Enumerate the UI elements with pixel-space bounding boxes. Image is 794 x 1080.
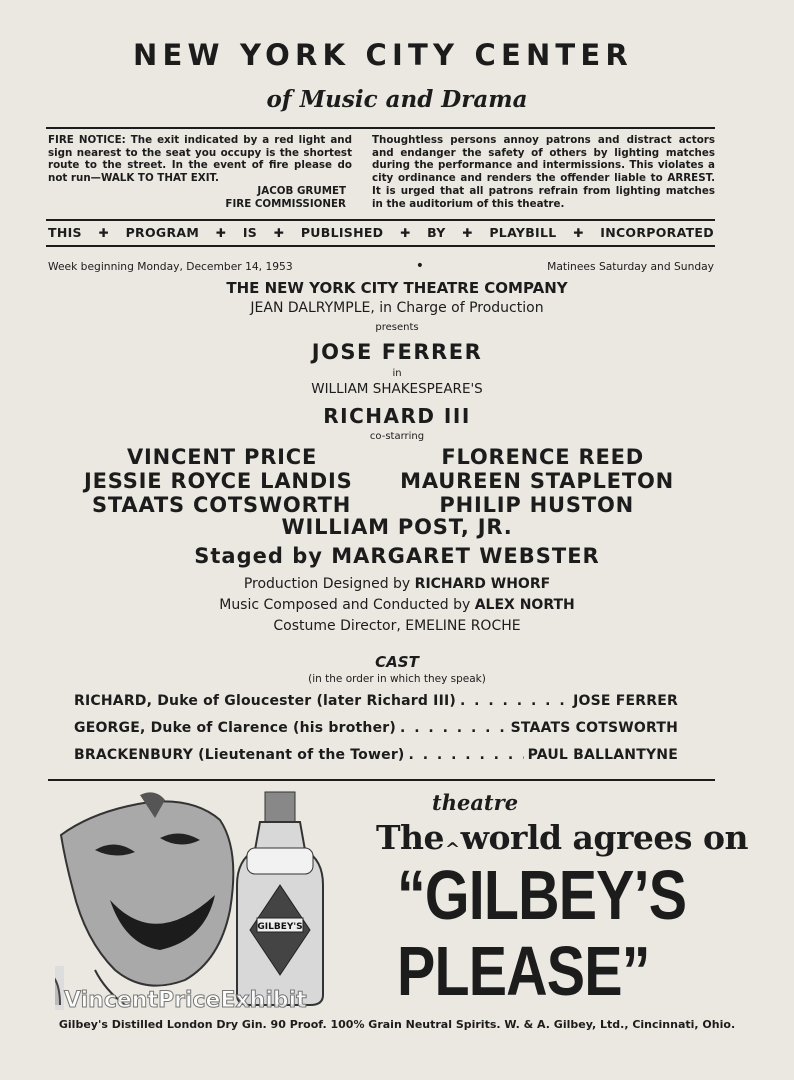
- design-line: [0, 576, 794, 592]
- page-subtitle: of Music and Drama: [266, 86, 528, 113]
- play-title: RICHARD III: [323, 404, 471, 428]
- costar-name: WILLIAM POST, JR.: [281, 515, 513, 539]
- matinees: Matinees Saturday and Sunday: [547, 259, 714, 273]
- costar-row: [84, 445, 674, 469]
- fire-notice-text: FIRE NOTICE: The exit indicated by a red light and sign nearest to the seat you occupy is the shortest route to the street. In the event of fire please do not run—WALK TO THAT EXIT.: [48, 134, 352, 185]
- design-prefix: Production Designed by: [243, 576, 411, 592]
- in-line: in: [392, 368, 402, 379]
- publisher-word: BY: [427, 225, 446, 240]
- ad-brand-line: “GILBEY’S: [397, 856, 687, 934]
- cross-icon: ✚: [215, 225, 227, 240]
- ad-footer: Gilbey's Distilled London Dry Gin. 90 Proof. 100% Grain Neutral Spirits. W. & A. Gilbey, Ltd., Cincinnati, Ohio.: [58, 1018, 736, 1031]
- page-title: NEW YORK CITY CENTER: [133, 38, 633, 72]
- match-notice: [372, 134, 715, 210]
- leader-dots: [460, 693, 569, 709]
- leader-dots: [400, 720, 507, 736]
- director-name: MARGARET WEBSTER: [331, 544, 600, 568]
- costars-block: [84, 445, 674, 517]
- costar-name: PHILIP HUSTON: [439, 493, 634, 517]
- week-line: [48, 258, 714, 274]
- match-notice-text: Thoughtless persons annoy patrons and distract actors and endanger the safety of others by lighting matches during the performance and intermissions. This violates a city ordinance and renders the offender liable to ARREST. It is urged that all patrons refrain from lighting matches in the auditorium of this theatre.: [372, 134, 715, 210]
- publisher-word: INCORPORATED: [600, 225, 714, 240]
- leader-dots: [409, 747, 524, 763]
- divider: [46, 127, 715, 129]
- music-prefix: Music Composed and Conducted by: [219, 597, 471, 613]
- svg-text:GILBEY'S: GILBEY'S: [257, 922, 303, 932]
- ad-brand-line: PLEASE”: [397, 932, 650, 1010]
- cast-actor: STAATS COTSWORTH: [510, 720, 678, 736]
- cross-icon: ✚: [573, 225, 584, 240]
- publisher-word: PLAYBILL: [489, 225, 557, 240]
- composer-name: ALEX NORTH: [474, 597, 575, 613]
- cast-note: (in the order in which they speak): [308, 673, 486, 685]
- costar-name: VINCENT PRICE: [127, 445, 318, 469]
- cast-actor: PAUL BALLANTYNE: [527, 747, 678, 763]
- costume-line: Costume Director, EMELINE ROCHE: [273, 618, 521, 634]
- ad-theatre-word: theatre: [432, 790, 519, 815]
- divider: [48, 779, 715, 781]
- divider: [46, 245, 715, 247]
- author-line: WILLIAM SHAKESPEARE'S: [311, 381, 483, 397]
- week-beginning: Week beginning Monday, December 14, 1953: [48, 259, 293, 273]
- cast-actor: JOSE FERRER: [573, 693, 678, 709]
- publisher-word: PUBLISHED: [300, 225, 384, 240]
- star-name: JOSE FERRER: [311, 340, 483, 364]
- staged-by-line: [0, 544, 794, 568]
- fire-notice: [48, 134, 352, 210]
- ad-illustration: [55, 790, 365, 1010]
- producer-line: JEAN DALRYMPLE, in Charge of Production: [250, 300, 544, 316]
- ad-headline-the: The: [376, 818, 445, 857]
- publisher-word: PROGRAM: [125, 225, 200, 240]
- cast-row: [74, 693, 678, 709]
- watermark: VincentPriceExhibit: [64, 988, 307, 1013]
- publisher-line: [48, 225, 714, 240]
- cast-heading: CAST: [375, 653, 419, 671]
- fire-notice-signer-title: FIRE COMMISSIONER: [225, 197, 346, 210]
- bullet-icon: •: [415, 258, 425, 274]
- costar-name: STAATS COTSWORTH: [92, 493, 352, 517]
- cast-row: [74, 747, 678, 763]
- comedy-mask-icon: [61, 792, 233, 1005]
- costar-name: FLORENCE REED: [441, 445, 644, 469]
- costar-row: [84, 493, 674, 517]
- costar-name: MAUREEN STAPLETON: [400, 469, 674, 493]
- ad-headline-rest: world agrees on: [460, 818, 748, 857]
- publisher-word: IS: [242, 225, 258, 240]
- cross-icon: ✚: [98, 225, 109, 240]
- fire-notice-signer-name: JACOB GRUMET: [257, 184, 346, 197]
- cross-icon: ✚: [462, 225, 473, 240]
- cast-row: [74, 720, 678, 736]
- cast-role: RICHARD, Duke of Gloucester (later Richard III): [74, 693, 456, 709]
- company-name: THE NEW YORK CITY THEATRE COMPANY: [226, 279, 568, 297]
- portrait-sketch-icon: [55, 966, 64, 1010]
- ad-headline: [376, 818, 748, 860]
- cast-role: BRACKENBURY (Lieutenant of the Tower): [74, 747, 405, 763]
- designer-name: RICHARD WHORF: [414, 576, 551, 592]
- gin-bottle-icon: [237, 792, 323, 1005]
- cross-icon: ✚: [400, 225, 411, 240]
- costar-name: JESSIE ROYCE LANDIS: [84, 469, 353, 493]
- staged-prefix: Staged by: [194, 544, 323, 568]
- cast-role: GEORGE, Duke of Clarence (his brother): [74, 720, 396, 736]
- cross-icon: ✚: [273, 225, 285, 240]
- music-line: [0, 597, 794, 613]
- divider: [46, 219, 715, 221]
- publisher-word: THIS: [48, 225, 82, 240]
- presents-line: presents: [375, 322, 419, 333]
- caret-icon: ^: [445, 839, 460, 860]
- costarring-line: co-starring: [369, 431, 425, 442]
- costar-row: [84, 469, 674, 493]
